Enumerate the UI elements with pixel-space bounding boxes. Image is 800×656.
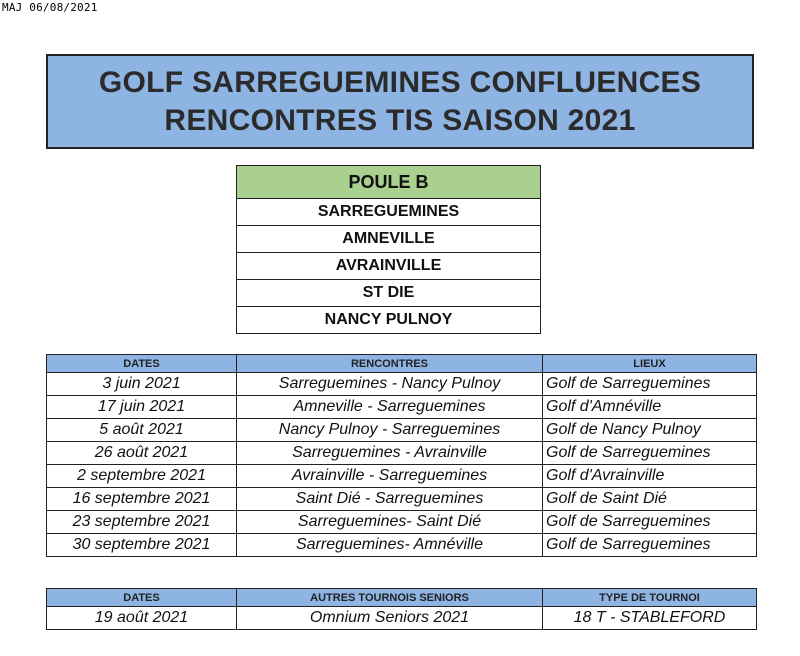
table-row bbox=[47, 534, 757, 557]
header-dates: DATES bbox=[47, 589, 237, 607]
poule-team: SARREGUEMINES bbox=[237, 199, 541, 226]
title-line-1: GOLF SARREGUEMINES CONFLUENCES bbox=[98, 65, 702, 99]
match-venue: Golf d'Avrainville bbox=[543, 465, 757, 488]
poule-table bbox=[236, 165, 541, 334]
match-date: 3 juin 2021 bbox=[47, 373, 237, 396]
tournament-date: 19 août 2021 bbox=[47, 607, 237, 630]
title-banner bbox=[46, 54, 754, 149]
match-teams: Sarreguemines - Nancy Pulnoy bbox=[237, 373, 543, 396]
table-row bbox=[47, 465, 757, 488]
title-line-2: RENCONTRES TIS SAISON 2021 bbox=[164, 103, 636, 137]
match-venue: Golf de Sarreguemines bbox=[543, 373, 757, 396]
table-row bbox=[47, 419, 757, 442]
table-row bbox=[47, 396, 757, 419]
poule-header: POULE B bbox=[237, 166, 541, 199]
match-venue: Golf d'Amnéville bbox=[543, 396, 757, 419]
match-teams: Sarreguemines - Avrainville bbox=[237, 442, 543, 465]
match-teams: Sarreguemines- Amnéville bbox=[237, 534, 543, 557]
match-teams: Saint Dié - Sarreguemines bbox=[237, 488, 543, 511]
matches-header-row bbox=[47, 355, 757, 373]
match-date: 17 juin 2021 bbox=[47, 396, 237, 419]
header-lieux: LIEUX bbox=[543, 355, 757, 373]
tournament-type: 18 T - STABLEFORD bbox=[543, 607, 757, 630]
poule-team: NANCY PULNOY bbox=[237, 307, 541, 334]
table-row bbox=[47, 488, 757, 511]
match-teams: Amneville - Sarreguemines bbox=[237, 396, 543, 419]
table-row bbox=[47, 511, 757, 534]
tournament-name: Omnium Seniors 2021 bbox=[237, 607, 543, 630]
match-teams: Avrainville - Sarreguemines bbox=[237, 465, 543, 488]
header-rencontres: RENCONTRES bbox=[237, 355, 543, 373]
match-venue: Golf de Sarreguemines bbox=[543, 534, 757, 557]
header-type: TYPE DE TOURNOI bbox=[543, 589, 757, 607]
match-date: 2 septembre 2021 bbox=[47, 465, 237, 488]
poule-team: ST DIE bbox=[237, 280, 541, 307]
seniors-header-row bbox=[47, 589, 757, 607]
matches-table bbox=[46, 354, 757, 557]
match-date: 23 septembre 2021 bbox=[47, 511, 237, 534]
update-stamp: MAJ 06/08/2021 bbox=[2, 1, 98, 14]
table-row bbox=[47, 373, 757, 396]
poule-team: AVRAINVILLE bbox=[237, 253, 541, 280]
match-date: 16 septembre 2021 bbox=[47, 488, 237, 511]
match-venue: Golf de Sarreguemines bbox=[543, 442, 757, 465]
match-venue: Golf de Sarreguemines bbox=[543, 511, 757, 534]
poule-team: AMNEVILLE bbox=[237, 226, 541, 253]
table-row bbox=[47, 442, 757, 465]
match-teams: Sarreguemines- Saint Dié bbox=[237, 511, 543, 534]
match-venue: Golf de Nancy Pulnoy bbox=[543, 419, 757, 442]
header-tournois: AUTRES TOURNOIS SENIORS bbox=[237, 589, 543, 607]
seniors-table bbox=[46, 588, 757, 630]
header-dates: DATES bbox=[47, 355, 237, 373]
match-venue: Golf de Saint Dié bbox=[543, 488, 757, 511]
match-date: 26 août 2021 bbox=[47, 442, 237, 465]
match-date: 5 août 2021 bbox=[47, 419, 237, 442]
match-date: 30 septembre 2021 bbox=[47, 534, 237, 557]
table-row bbox=[47, 607, 757, 630]
match-teams: Nancy Pulnoy - Sarreguemines bbox=[237, 419, 543, 442]
